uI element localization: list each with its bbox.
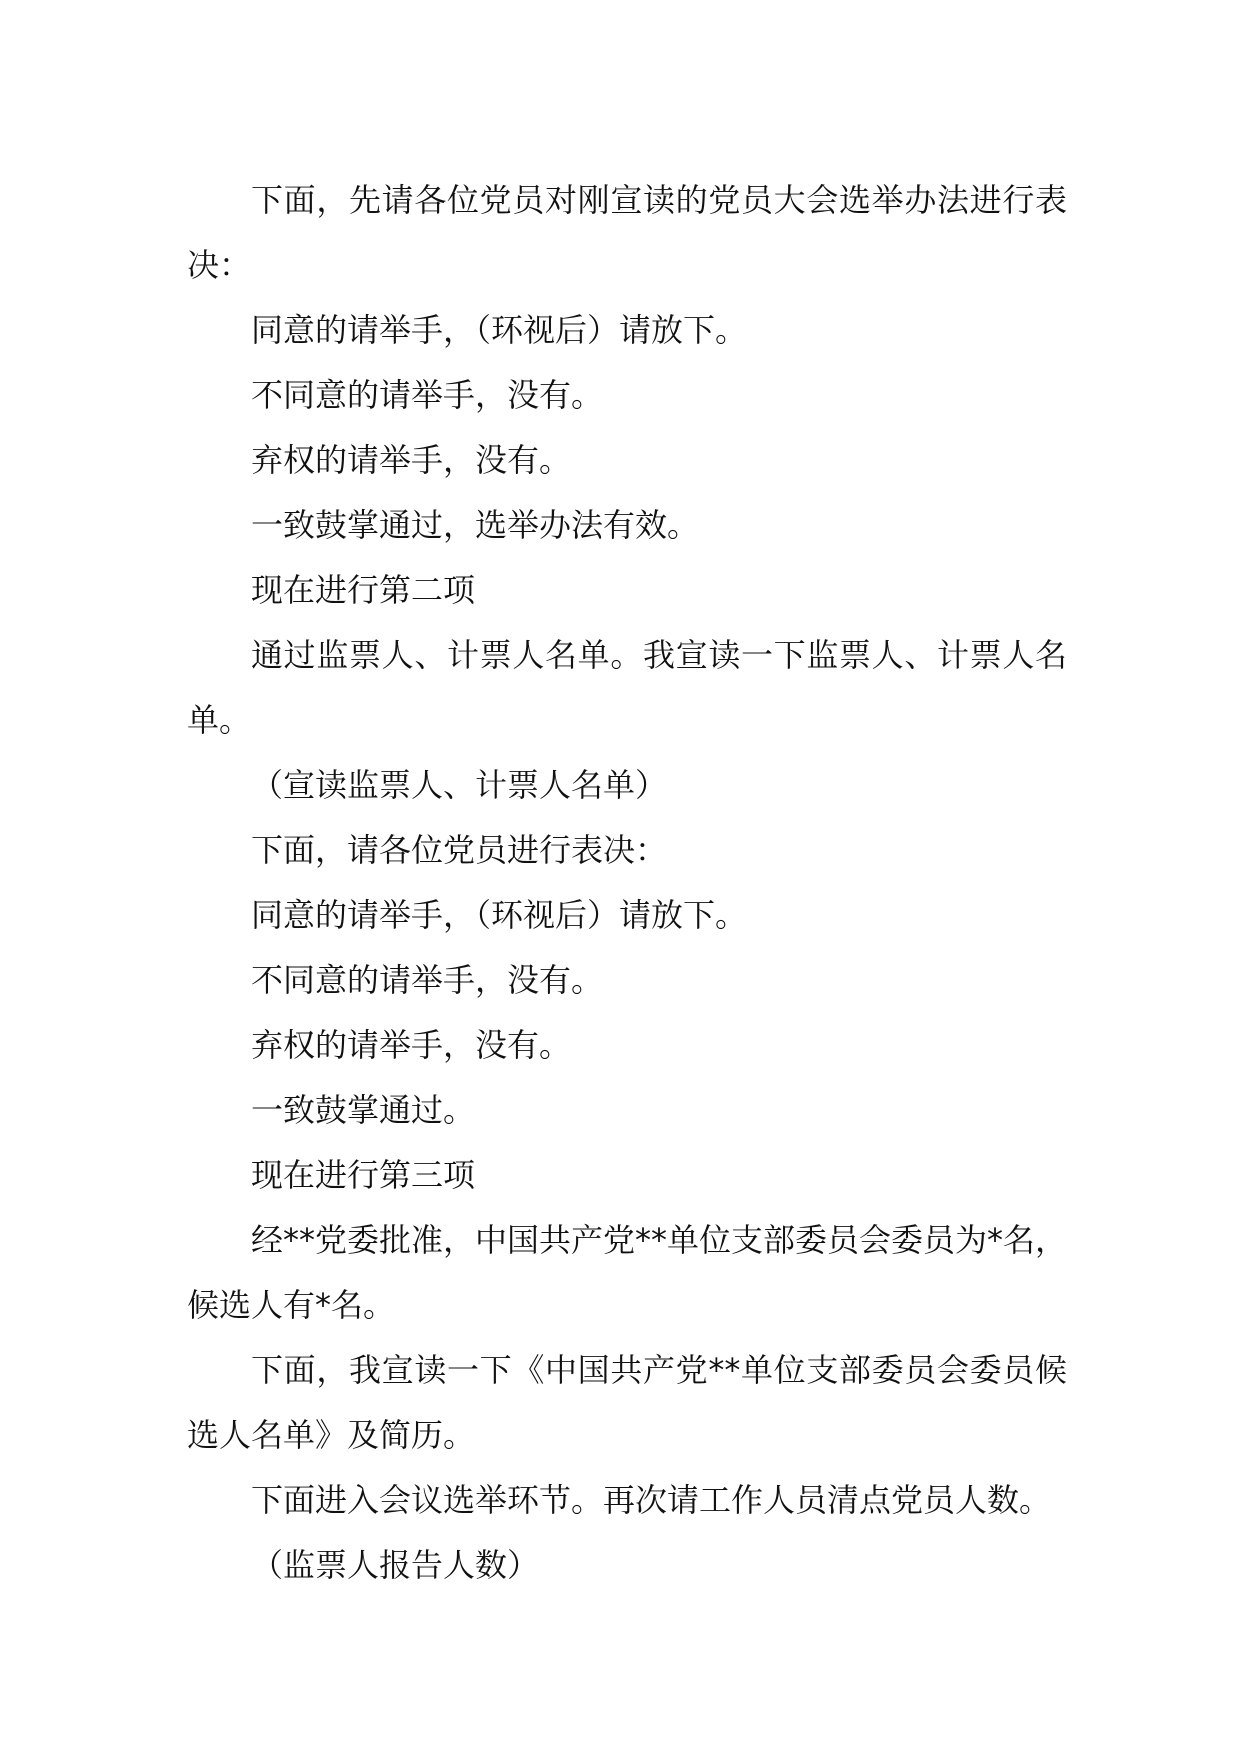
paragraph: 弃权的请举手，没有。: [251, 1026, 572, 1064]
paragraph: 现在进行第三项: [251, 1156, 476, 1194]
document-body: [187, 168, 1067, 1598]
paragraph: 不同意的请举手，没有。: [251, 376, 604, 414]
paragraph: 一致鼓掌通过，选举办法有效。: [251, 506, 700, 544]
paragraph: 下面，请各位党员进行表决：: [251, 831, 668, 869]
paragraph: 经**党委批准，中国共产党**单位支部委员会委员为*名，候选人有*名。: [187, 1221, 1068, 1324]
paragraph: 一致鼓掌通过。: [251, 1091, 476, 1129]
paragraph: 通过监票人、计票人名单。我宣读一下监票人、计票人名单。: [187, 636, 1067, 739]
paragraph: 下面，先请各位党员对刚宣读的党员大会选举办法进行表决：: [187, 181, 1067, 284]
paragraph: 下面，我宣读一下《中国共产党**单位支部委员会委员候选人名单》及简历。: [187, 1351, 1067, 1454]
paragraph: 同意的请举手，（环视后）请放下。: [251, 896, 748, 934]
paragraph: （宣读监票人、计票人名单）: [251, 766, 668, 804]
paragraph: 同意的请举手，（环视后）请放下。: [251, 311, 748, 349]
paragraph: 不同意的请举手，没有。: [251, 961, 604, 999]
paragraph: （监票人报告人数）: [251, 1546, 540, 1584]
paragraph: 现在进行第二项: [251, 571, 476, 609]
paragraph: 下面进入会议选举环节。再次请工作人员清点党员人数。: [251, 1481, 1052, 1519]
paragraph: 弃权的请举手，没有。: [251, 441, 572, 479]
